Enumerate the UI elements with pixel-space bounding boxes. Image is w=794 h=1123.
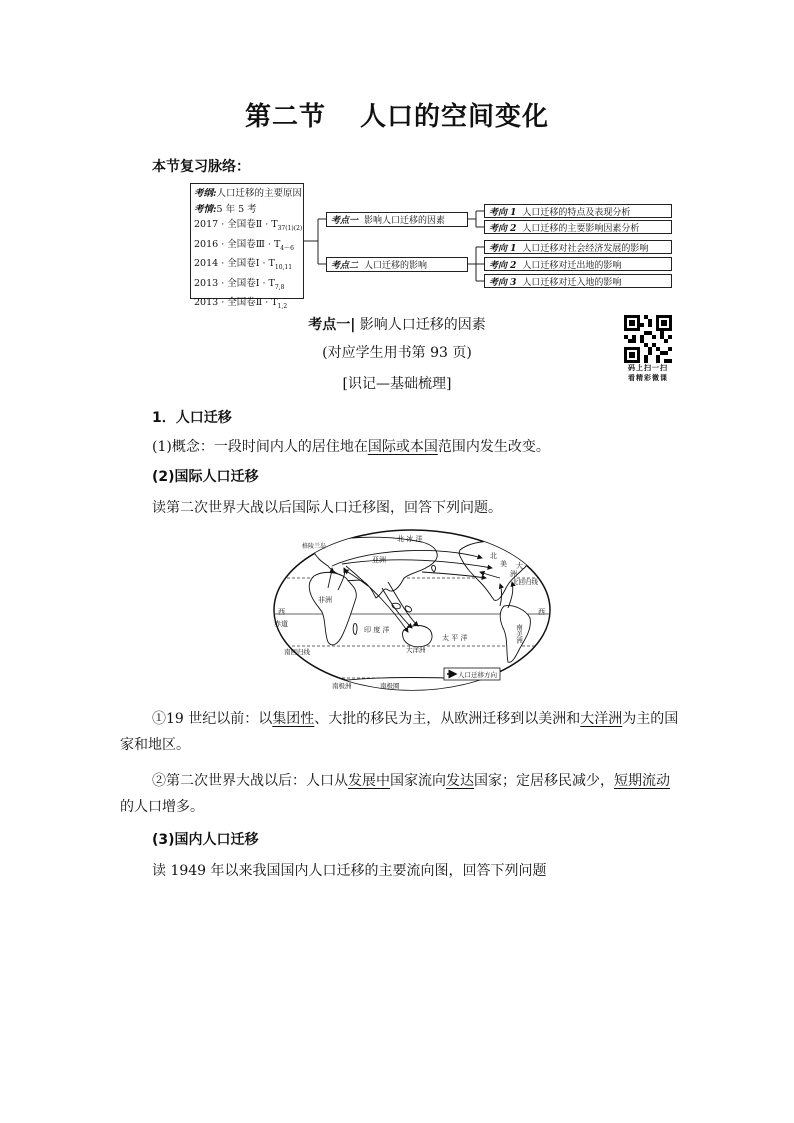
underline-answer: 短期流动 [614, 773, 670, 789]
world-migration-map [272, 528, 552, 692]
domestic-map-instruction: 读 1949 年以来我国国内人口迁移的主要流向图，回答下列问题 [152, 863, 547, 879]
underline-answer: 集团性 [272, 711, 315, 727]
exam-item: 2017 · 全国卷Ⅱ · $T_{37(1)(2)}$ [194, 219, 303, 233]
page-title [0, 96, 794, 133]
map-label: 洲 [510, 570, 517, 578]
map-label: 太 平 洋 [442, 634, 468, 642]
map-label: 西 [538, 608, 545, 616]
exam-item: 2014 · 全国卷Ⅰ · $T_{10,11}$ [194, 258, 293, 272]
map-label: 大洋洲 [406, 646, 426, 654]
underline-answer: 发达 [446, 773, 474, 789]
concept-line: (1)概念：一段时间内人的居住地在国际或本国范围内发生改变。 [152, 439, 550, 455]
map-label: 南极洲 [332, 682, 352, 690]
book-reference: (对应学生用书第 93 页) [322, 345, 472, 361]
k1-direction-box: 考向 1 人口迁移的特点及表现分析 [484, 204, 672, 218]
qr-caption: 码上扫一扫 看精彩微课 [628, 363, 668, 382]
underline-answer: 发展中 [348, 773, 390, 789]
exam-outline-text: 人口迁移的主要原因 [216, 188, 303, 199]
map-label: 北 [490, 552, 497, 560]
review-intro: 本节复习脉络： [152, 159, 250, 175]
map-label: 亚洲 [372, 556, 386, 564]
map-label: 格陵兰岛 [302, 543, 327, 550]
k2-direction-box: 考向 1 人口迁移对社会经济发展的影响 [484, 240, 672, 254]
exam-stats-text: 5 年 5 考 [216, 203, 257, 215]
section-2-heading: (2)国际人口迁移 [152, 469, 259, 485]
map-label: 印 度 洋 [364, 626, 390, 634]
underline-answer: 大洋洲 [580, 711, 623, 727]
k1-direction-box: 考向 2 人口迁移的主要影响因素分析 [484, 220, 672, 234]
map-label: 美 [500, 560, 507, 568]
exam-item: 2013 · 全国卷Ⅰ · $T_{7,8}$ [194, 277, 285, 291]
map-label: 赤道 [274, 620, 288, 628]
kaodian-heading: 考点一| 影响人口迁移的因素 [308, 317, 486, 333]
map-label: 南回归线 [284, 648, 310, 656]
map-label: 北回归线 [512, 578, 538, 586]
exam-info-box [190, 183, 304, 311]
map-instruction: 读第二次世界大战以后国际人口迁移图，回答下列问题。 [152, 500, 502, 516]
kaodian2-box: 考点二 人口迁移的影响 [326, 257, 468, 272]
map-label: 非洲 [318, 596, 332, 604]
exam-item: 2013 · 全国卷Ⅱ · $T_{1,2}$ [194, 297, 288, 311]
svg-text:人口迁移方向: 人口迁移方向 [458, 671, 497, 679]
map-label: 南美洲 [515, 624, 523, 644]
underline-answer: 国际或本国 [367, 439, 438, 455]
section-1-heading: 1．人口迁移 [152, 410, 232, 426]
exam-outline-tag: 考纲: [194, 188, 217, 199]
qr-code-icon[interactable] [624, 315, 672, 363]
map-label: 北 冰 洋 [397, 535, 423, 543]
map-label: 南极圈 [380, 682, 400, 690]
greenland-landmass [508, 534, 534, 546]
exam-item: 2016 · 全国卷Ⅲ · $T_{4\sim 6}$ [194, 238, 294, 252]
australia-landmass [403, 626, 433, 647]
kaodian1-box: 考点一 影响人口迁移的因素 [326, 212, 468, 227]
paragraph-pre-19th-century: ①19 世纪以前：以集团性、大批的移民为主，从欧洲迁移到以美洲和大洋洲为主的国家和地区。 [120, 711, 679, 753]
k2-direction-box: 考向 2 人口迁移对迁出地的影响 [484, 257, 672, 271]
title-section-name: 人口的空间变化 [360, 102, 550, 132]
map-legend [444, 668, 500, 680]
section-label: [识记—基础梳理] [342, 376, 452, 392]
exam-stats-tag: 考情: [194, 203, 217, 215]
map-label: 西 [278, 608, 285, 616]
section-3-heading: (3)国内人口迁移 [152, 832, 259, 848]
k2-direction-box: 考向 3 人口迁移对迁入地的影响 [484, 274, 672, 288]
map-label: 大 [516, 562, 523, 570]
paragraph-post-ww2: ②第二次世界大战以后：人口从发展中国家流向发达国家；定居移民减少，短期流动的人口增多。 [120, 773, 670, 815]
madagascar-landmass [353, 624, 357, 635]
title-section-number: 第二节 [244, 102, 326, 132]
